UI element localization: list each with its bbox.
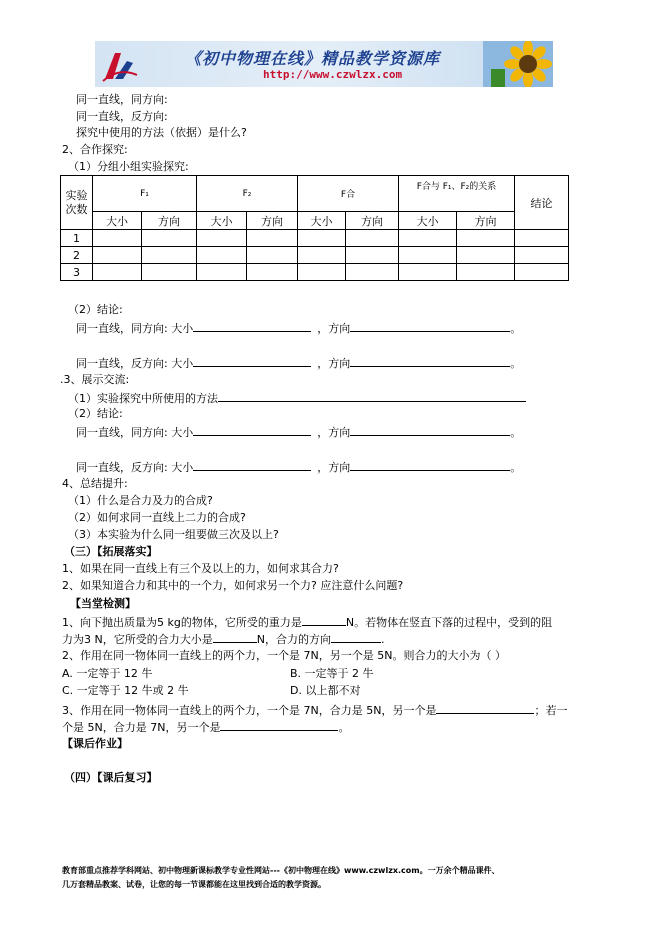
experiment-table xyxy=(60,175,569,281)
fill-line xyxy=(62,631,384,647)
fill-line xyxy=(76,459,521,475)
subheader-cell: 大小 xyxy=(399,212,457,230)
text-line: （1）分组小组实验探究: xyxy=(68,160,189,173)
answer-blank[interactable] xyxy=(302,614,346,626)
row-number: 3 xyxy=(61,264,93,281)
line-label: N，合力的方向 xyxy=(256,633,331,646)
text-line: （1）什么是合力及力的合成? xyxy=(68,494,213,507)
subheader-cell: 方向 xyxy=(142,212,197,230)
line-label: 同一直线，同方向: 大小 xyxy=(76,322,194,335)
line-label: （1）实验探究中所使用的方法 xyxy=(68,392,218,405)
data-cell[interactable] xyxy=(142,264,197,281)
line-label: ；若一 xyxy=(534,704,568,717)
answer-blank[interactable] xyxy=(220,719,338,731)
line-label: 。 xyxy=(510,426,522,439)
subheader-cell: 方向 xyxy=(346,212,399,230)
text-line: （2）结论: xyxy=(68,407,123,420)
fill-line xyxy=(62,702,567,718)
answer-blank[interactable] xyxy=(213,631,257,643)
text-line: 1、如果在同一直线上有三个及以上的力，如何求其合力? xyxy=(62,562,339,575)
answer-blank[interactable] xyxy=(350,355,510,367)
data-cell[interactable] xyxy=(142,230,197,247)
banner-title: 《初中物理在线》精品教学资源库 xyxy=(185,49,441,68)
data-cell[interactable] xyxy=(247,264,298,281)
header-cell: F合 xyxy=(298,176,399,212)
table-row xyxy=(61,230,569,247)
section-heading: （四）【课后复习】 xyxy=(64,771,158,784)
header-cell: 结论 xyxy=(515,176,569,230)
data-cell[interactable] xyxy=(346,230,399,247)
data-cell[interactable] xyxy=(298,230,346,247)
data-cell[interactable] xyxy=(515,247,569,264)
line-label: N。若物体在竖直下落的过程中，受到的阻 xyxy=(345,616,553,629)
data-cell[interactable] xyxy=(298,264,346,281)
text-line: 2、作用在同一物体同一直线上的两个力，一个是 7N，另一个是 5N。则合力的大小为（ ） xyxy=(62,649,506,662)
data-cell[interactable] xyxy=(247,247,298,264)
section-heading: 4、总结提升: xyxy=(62,477,128,490)
data-cell[interactable] xyxy=(142,247,197,264)
sunflower-icon xyxy=(483,41,553,87)
line-label: 。 xyxy=(510,357,522,370)
row-number: 1 xyxy=(61,230,93,247)
fill-line xyxy=(62,614,552,630)
table-row xyxy=(61,264,569,281)
data-cell[interactable] xyxy=(515,230,569,247)
footer-note xyxy=(62,864,500,892)
section-heading: 【课后作业】 xyxy=(62,737,128,750)
header-cell: F₂ xyxy=(197,176,298,212)
data-cell[interactable] xyxy=(93,264,142,281)
text-line: （2）结论: xyxy=(68,303,123,316)
header-banner xyxy=(95,41,553,87)
answer-blank[interactable] xyxy=(193,459,311,471)
table-row xyxy=(61,247,569,264)
data-cell[interactable] xyxy=(197,230,247,247)
option-item[interactable]: A. 一定等于 12 牛 xyxy=(62,667,153,680)
line-label: 个是 5N，合力是 7N，另一个是 xyxy=(62,721,221,734)
data-cell[interactable] xyxy=(457,264,515,281)
fill-line xyxy=(68,390,526,406)
section-heading: 2、合作探究: xyxy=(62,143,128,156)
line-label: 。 xyxy=(338,721,350,734)
answer-blank[interactable] xyxy=(350,424,510,436)
answer-blank[interactable] xyxy=(350,320,510,332)
line-label: ，方向 xyxy=(317,461,351,474)
data-cell[interactable] xyxy=(399,264,457,281)
line-label: 。 xyxy=(510,322,522,335)
answer-blank[interactable] xyxy=(436,702,534,714)
line-label: ，方向 xyxy=(317,322,351,335)
header-cell: 实验次数 xyxy=(61,176,93,230)
text-line: （2）如何求同一直线上二力的合成? xyxy=(68,511,246,524)
data-cell[interactable] xyxy=(515,264,569,281)
section-heading: .3、展示交流: xyxy=(60,373,130,386)
data-cell[interactable] xyxy=(457,247,515,264)
data-cell[interactable] xyxy=(93,230,142,247)
section-heading: （三）【拓展落实】 xyxy=(64,545,158,558)
data-cell[interactable] xyxy=(457,230,515,247)
data-cell[interactable] xyxy=(93,247,142,264)
line-label: 力为3 N，它所受的合力大小是 xyxy=(62,633,213,646)
answer-blank[interactable] xyxy=(350,459,510,471)
site-logo-icon xyxy=(101,47,139,83)
subheader-cell: 方向 xyxy=(457,212,515,230)
subheader-cell: 方向 xyxy=(247,212,298,230)
data-cell[interactable] xyxy=(197,247,247,264)
text-line: 探究中使用的方法（依据）是什么? xyxy=(76,126,247,139)
text-line: 同一直线，同方向: xyxy=(76,93,168,106)
data-cell[interactable] xyxy=(346,247,399,264)
text-line: （3）本实验为什么同一组要做三次及以上? xyxy=(68,528,279,541)
footer-line: 几万套精品教案、试卷，让您的每一节课都能在这里找到合适的教学资源。 xyxy=(62,880,326,889)
line-label: ，方向 xyxy=(317,357,351,370)
footer-line: 教育部重点推荐学科网站、初中物理新课标教学专业性网站---《初中物理在线》www.czwlzx.com。一万余个精品课件、 xyxy=(62,866,500,875)
fill-line xyxy=(76,320,521,336)
fill-line xyxy=(62,719,349,735)
fill-line xyxy=(76,424,521,440)
data-cell[interactable] xyxy=(399,247,457,264)
line-label: 1、向下抛出质量为5 kg的物体，它所受的重力是 xyxy=(62,616,302,629)
line-label: 同一直线，同方向: 大小 xyxy=(76,426,194,439)
answer-blank[interactable] xyxy=(193,320,311,332)
line-label: 。 xyxy=(510,461,522,474)
line-label: 同一直线，反方向: 大小 xyxy=(76,461,194,474)
subheader-cell: 大小 xyxy=(298,212,346,230)
option-item[interactable]: D. 以上都不对 xyxy=(290,684,361,697)
header-cell: F合与 F₁、F₂的关系 xyxy=(399,176,515,212)
section-heading: 【当堂检测】 xyxy=(70,597,136,610)
line-label: 3、作用在同一物体同一直线上的两个力，一个是 7N，合力是 5N，另一个是 xyxy=(62,704,437,717)
answer-blank[interactable] xyxy=(331,631,381,643)
data-cell[interactable] xyxy=(346,264,399,281)
option-item[interactable]: B. 一定等于 2 牛 xyxy=(290,667,374,680)
fill-line xyxy=(76,355,521,371)
header-cell: F₁ xyxy=(93,176,197,212)
data-cell[interactable] xyxy=(298,247,346,264)
subheader-cell: 大小 xyxy=(93,212,142,230)
answer-blank[interactable] xyxy=(218,390,526,402)
data-cell[interactable] xyxy=(197,264,247,281)
data-cell[interactable] xyxy=(399,230,457,247)
line-label: . xyxy=(380,633,385,646)
text-line: 2、如果知道合力和其中的一个力，如何求另一个力? 应注意什么问题? xyxy=(62,579,404,592)
subheader-cell: 大小 xyxy=(197,212,247,230)
line-label: ，方向 xyxy=(317,426,351,439)
row-number: 2 xyxy=(61,247,93,264)
option-item[interactable]: C. 一定等于 12 牛或 2 牛 xyxy=(62,684,189,697)
answer-blank[interactable] xyxy=(193,355,311,367)
banner-url[interactable]: http://www.czwlzx.com xyxy=(263,68,403,81)
line-label: 同一直线，反方向: 大小 xyxy=(76,357,194,370)
answer-blank[interactable] xyxy=(193,424,311,436)
text-line: 同一直线，反方向: xyxy=(76,110,168,123)
data-cell[interactable] xyxy=(247,230,298,247)
